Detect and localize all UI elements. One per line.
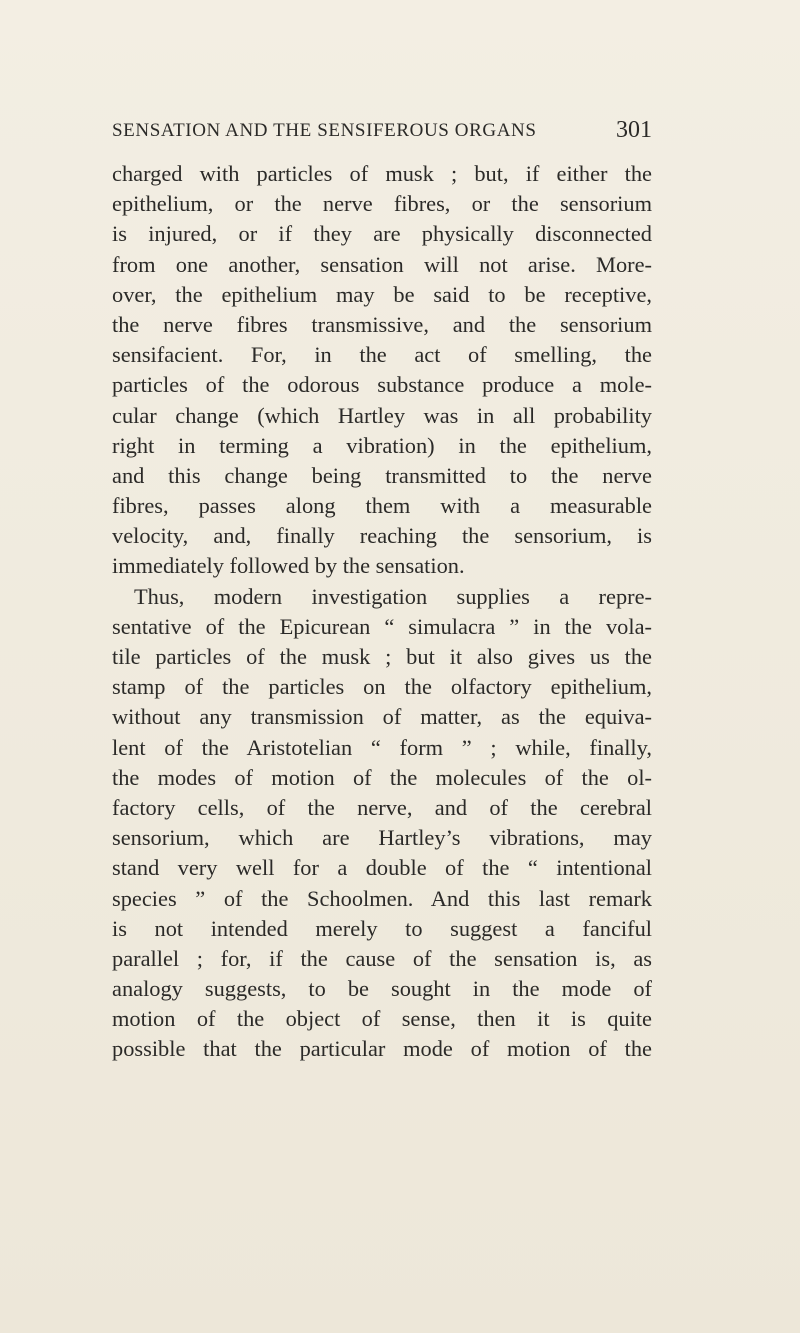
text-line: sensorium, which are Hartley’s vibrations, may <box>112 825 652 851</box>
text-line: sentative of the Epicurean “ simulacra ” in the vola- <box>112 613 652 639</box>
text-line: tile particles of the musk ; but it also gives us the <box>112 644 652 669</box>
text-line: epithelium, or the nerve fibres, or the sensorium <box>112 191 652 217</box>
text-line: right in terming a vibration) in the epithelium, <box>112 432 652 458</box>
text-line: stamp of the particles on the olfactory epithelium, <box>112 674 652 700</box>
page-number: 301 <box>616 117 652 143</box>
text-line: species ” of the Schoolmen. And this last remark <box>112 885 652 911</box>
running-head <box>112 117 652 146</box>
text-line: is not intended merely to suggest a fanciful <box>112 915 652 941</box>
text-line: velocity, and, finally reaching the sensorium, is <box>112 523 652 549</box>
text-line: charged with particles of musk ; but, if either the <box>112 161 652 186</box>
text-line: and this change being transmitted to the nerve <box>112 462 652 488</box>
text-line: motion of the object of sense, then it is quite <box>112 1006 652 1032</box>
text-line: particles of the odorous substance produce a mole- <box>112 372 652 398</box>
text-line: Thus, modern investigation supplies a repre- <box>134 583 652 609</box>
text-line: from one another, sensation will not arise. More- <box>112 251 652 277</box>
body-text <box>112 159 652 1065</box>
text-line: over, the epithelium may be said to be receptive, <box>112 281 652 307</box>
text-line: the modes of motion of the molecules of the ol- <box>112 764 652 790</box>
text-line: immediately followed by the sensation. <box>112 553 465 579</box>
running-title: SENSATION AND THE SENSIFEROUS ORGANS <box>112 120 537 141</box>
text-line: sensifacient. For, in the act of smelling, the <box>112 342 652 368</box>
text-line: possible that the particular mode of motion of the <box>112 1036 652 1062</box>
text-line: without any transmission of matter, as the equiva- <box>112 704 652 730</box>
text-line: is injured, or if they are physically disconnected <box>112 221 652 247</box>
text-line: fibres, passes along them with a measurable <box>112 493 652 519</box>
text-line: factory cells, of the nerve, and of the cerebral <box>112 794 652 820</box>
text-line: parallel ; for, if the cause of the sensation is, as <box>112 945 652 971</box>
text-line: the nerve fibres transmissive, and the sensorium <box>112 311 652 337</box>
text-line: cular change (which Hartley was in all probability <box>112 402 652 428</box>
text-line: lent of the Aristotelian “ form ” ; while, finally, <box>112 734 652 760</box>
text-line: stand very well for a double of the “ intentional <box>112 855 652 881</box>
text-line: analogy suggests, to be sought in the mode of <box>112 976 652 1002</box>
